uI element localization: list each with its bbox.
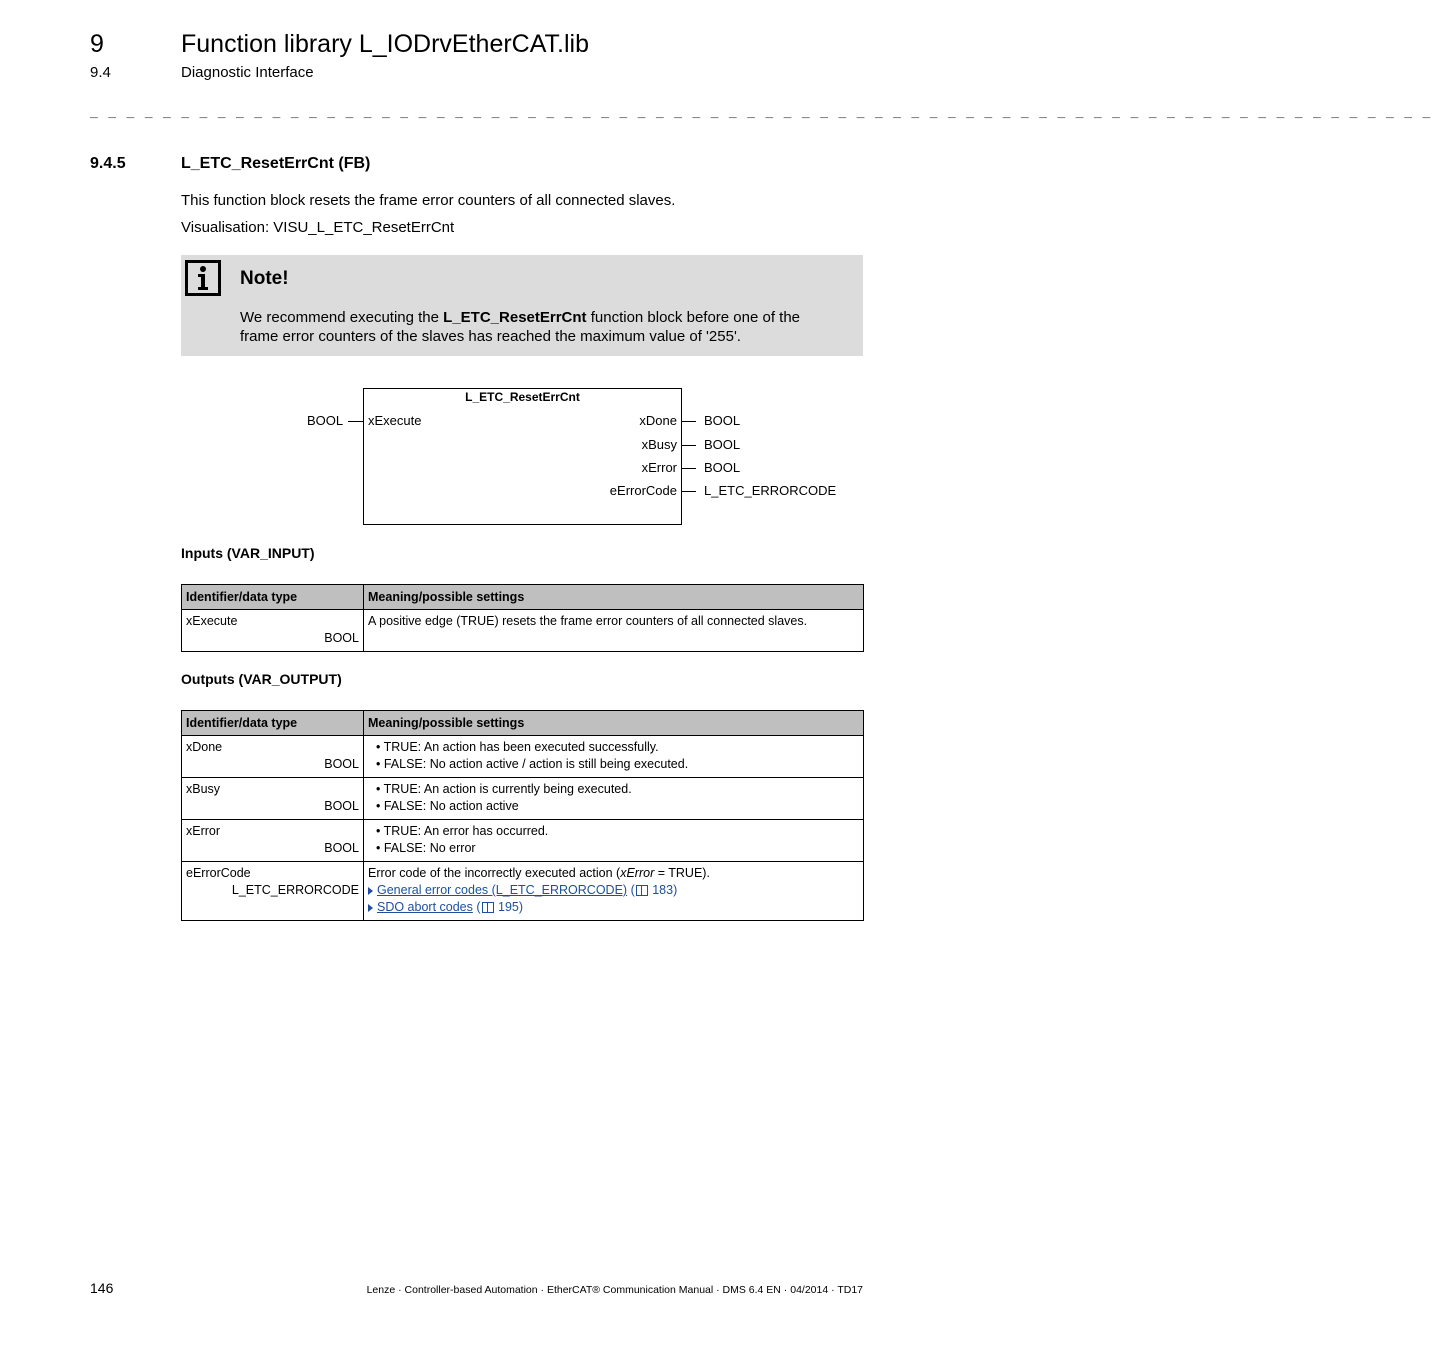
output-pin-xdone: xDone <box>639 413 677 428</box>
note-text-after: function block before one of the frame error counters of the slaves has reached the maximum value of '255'. <box>240 309 801 345</box>
note-title: Note! <box>240 268 289 289</box>
note-box <box>181 255 863 356</box>
outputs-heading: Outputs (VAR_OUTPUT) <box>181 671 342 687</box>
identifier-cell <box>182 862 364 921</box>
identifier: xBusy <box>186 782 221 796</box>
input-pin: xExecute <box>368 413 422 428</box>
chapter-title: Function library L_IODrvEtherCAT.lib <box>181 30 590 58</box>
desc-italic: xError <box>620 866 655 880</box>
desc-before: Error code of the incorrectly executed action ( <box>368 866 621 880</box>
identifier-cell <box>182 778 364 820</box>
bullet-text: FALSE: No error <box>383 841 476 855</box>
bullet-text: TRUE: An action has been executed successfully. <box>383 740 659 754</box>
identifier-cell <box>182 736 364 778</box>
meaning-cell: A positive edge (TRUE) resets the frame error counters of all connected slaves. <box>364 610 864 652</box>
general-error-codes-link[interactable]: General error codes (L_ETC_ERRORCODE) <box>377 883 628 897</box>
output-type-xbusy: BOOL <box>704 437 741 452</box>
meaning-cell <box>364 736 864 778</box>
output-type-eerrorcode: L_ETC_ERRORCODE <box>704 483 837 498</box>
note-text-before: We recommend executing the <box>240 309 444 326</box>
note-text-bold: L_ETC_ResetErrCnt <box>443 309 587 326</box>
note-text <box>240 308 840 346</box>
heading-number: 9.4.5 <box>90 155 126 172</box>
bullet-text: FALSE: No action active <box>383 799 519 813</box>
output-pin-xerror: xError <box>641 460 677 475</box>
page-number: 146 <box>90 1280 114 1296</box>
input-type: BOOL <box>307 413 344 428</box>
output-pin-xbusy: xBusy <box>641 437 677 452</box>
info-icon <box>185 260 219 294</box>
col-header-meaning: Meaning/possible settings <box>364 711 864 736</box>
table-row <box>182 820 864 862</box>
data-type: BOOL <box>324 631 359 645</box>
col-header-identifier: Identifier/data type <box>182 585 364 610</box>
identifier-cell <box>182 820 364 862</box>
col-header-meaning: Meaning/possible settings <box>364 585 864 610</box>
meaning-cell <box>364 778 864 820</box>
bullet-item: • FALSE: No action active / action is still being executed. <box>376 757 689 771</box>
data-type: L_ETC_ERRORCODE <box>231 883 359 897</box>
identifier: eErrorCode <box>186 866 251 880</box>
inputs-heading: Inputs (VAR_INPUT) <box>181 545 315 561</box>
section-number: 9.4 <box>90 64 111 81</box>
table-row <box>182 736 864 778</box>
table-row <box>182 778 864 820</box>
bullet-item: • TRUE: An action is currently being executed. <box>376 782 632 796</box>
bullet-text: TRUE: An error has occurred. <box>383 824 549 838</box>
bullet-item: • TRUE: An action has been executed successfully. <box>376 740 659 754</box>
identifier: xDone <box>186 740 223 754</box>
identifier-cell <box>182 610 364 652</box>
visualisation-text: Visualisation: VISU_L_ETC_ResetErrCnt <box>181 219 455 236</box>
outputs-table <box>181 710 864 921</box>
intro-text: This function block resets the frame error counters of all connected slaves. <box>181 192 676 209</box>
col-header-identifier: Identifier/data type <box>182 711 364 736</box>
meaning-cell <box>364 862 864 921</box>
arrow-right-icon <box>368 887 373 895</box>
identifier: xError <box>186 824 221 838</box>
bullet-item: • TRUE: An error has occurred. <box>376 824 549 838</box>
bullet-item: • FALSE: No error <box>376 841 476 855</box>
book-icon <box>636 885 648 896</box>
output-pin-eerrorcode: eErrorCode <box>609 483 677 498</box>
data-type: BOOL <box>324 799 359 813</box>
table-row <box>182 610 864 652</box>
section-title: Diagnostic Interface <box>181 64 314 81</box>
output-type-xerror: BOOL <box>704 460 741 475</box>
cross-reference: SDO abort codes ( 195) <box>368 899 859 916</box>
function-block-name: L_ETC_ResetErrCnt <box>465 390 580 404</box>
sdo-abort-codes-link[interactable]: SDO abort codes <box>377 900 473 914</box>
book-icon <box>482 902 494 913</box>
output-line <box>681 468 696 469</box>
header-divider: _ _ _ _ _ _ _ _ _ _ _ _ _ _ _ _ _ _ _ _ _ _ _ _ _ _ _ _ _ _ _ _ _ _ _ _ _ _ _ _ _ _ _ _ _ _ _ _ _ _ _ _ _ _ _ _ _ _ _ _ _ _ _ _ _ _ _ _ _ _ _ _ _ _ <box>90 104 1432 119</box>
footer-text: Lenze · Controller-based Automation · EtherCAT® Communication Manual · DMS 6.4 EN · 04/2014 · TD17 <box>366 1284 863 1296</box>
table-row <box>182 862 864 921</box>
page-reference[interactable]: 195 <box>498 900 519 914</box>
page-reference[interactable]: 183 <box>652 883 674 897</box>
bullet-text: TRUE: An action is currently being executed. <box>383 782 632 796</box>
function-block-box <box>363 388 682 525</box>
output-line <box>681 445 696 446</box>
meaning-cell <box>364 820 864 862</box>
error-code-description <box>368 865 859 882</box>
cross-reference: General error codes (L_ETC_ERRORCODE) ( 183) <box>368 882 859 899</box>
input-line <box>348 421 363 422</box>
output-line <box>681 421 696 422</box>
bullet-item: • FALSE: No action active <box>376 799 519 813</box>
arrow-right-icon <box>368 904 373 912</box>
data-type: BOOL <box>324 841 359 855</box>
heading-title: L_ETC_ResetErrCnt (FB) <box>181 155 371 172</box>
output-line <box>681 491 696 492</box>
desc-after: = TRUE). <box>654 866 710 880</box>
identifier: xExecute <box>186 614 238 628</box>
bullet-text: FALSE: No action active / action is still being executed. <box>383 757 689 771</box>
chapter-number: 9 <box>90 30 104 58</box>
output-type-xdone: BOOL <box>704 413 741 428</box>
data-type: BOOL <box>324 757 359 771</box>
inputs-table <box>181 584 864 652</box>
